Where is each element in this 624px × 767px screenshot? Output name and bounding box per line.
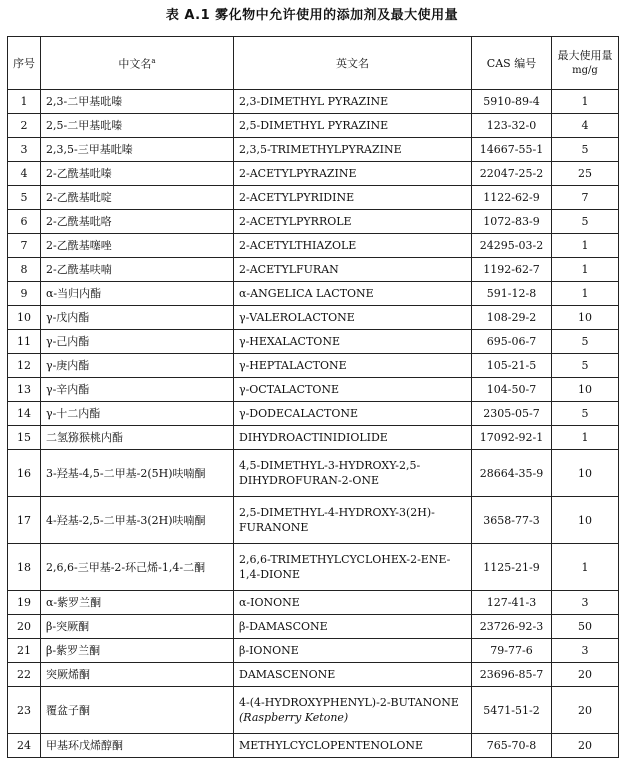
cell-en: [234, 615, 472, 639]
cell-en-line1: 2,5-DIMETHYL-4-HYDROXY-3(2H)-: [239, 506, 435, 519]
cell-cn: γ-己内酯: [41, 330, 234, 354]
cell-no: 4: [8, 162, 41, 186]
cell-en-line2: 1,4-DIONE: [239, 568, 301, 581]
cell-cn: 突厥烯酮: [41, 663, 234, 687]
cell-cas: 127-41-3: [472, 591, 552, 615]
cell-cas: 765-70-8: [472, 734, 552, 758]
table-row: [8, 378, 619, 402]
header-max-unit: mg/g: [572, 65, 598, 76]
cell-en: [234, 402, 472, 426]
additives-table: [7, 36, 619, 758]
cell-cas: 2305-05-7: [472, 402, 552, 426]
header-cn-footnote-mark: a: [151, 57, 156, 66]
cell-en: [234, 734, 472, 758]
cell-max: 5: [552, 210, 619, 234]
cell-en-line1: 2,3,5-TRIMETHYLPYRAZINE: [239, 143, 402, 156]
cell-en-line2: (Raspberry Ketone): [239, 711, 349, 724]
cell-cas: 1072-83-9: [472, 210, 552, 234]
cell-no: 17: [8, 497, 41, 544]
cell-cn: 甲基环戊烯醇酮: [41, 734, 234, 758]
cell-no: 5: [8, 186, 41, 210]
cell-max: 10: [552, 497, 619, 544]
cell-max: 25: [552, 162, 619, 186]
cell-no: 18: [8, 544, 41, 591]
cell-cas: 3658-77-3: [472, 497, 552, 544]
cell-no: 10: [8, 306, 41, 330]
cell-max: 4: [552, 114, 619, 138]
cell-en: [234, 138, 472, 162]
cell-en-line1: 4,5-DIMETHYL-3-HYDROXY-2,5-: [239, 459, 421, 472]
cell-cn: 二氢猕猴桃内酯: [41, 426, 234, 450]
cell-max: 3: [552, 591, 619, 615]
cell-cas: 695-06-7: [472, 330, 552, 354]
cell-cn: 2,3-二甲基吡嗪: [41, 90, 234, 114]
cell-max: 7: [552, 186, 619, 210]
cell-en-line1: β-DAMASCONE: [239, 620, 328, 633]
cell-en: [234, 258, 472, 282]
cell-cas: 22047-25-2: [472, 162, 552, 186]
table-row: [8, 162, 619, 186]
table-row: [8, 354, 619, 378]
cell-en: [234, 90, 472, 114]
cell-no: 8: [8, 258, 41, 282]
cell-no: 15: [8, 426, 41, 450]
table-row: [8, 497, 619, 544]
cell-cas: 1125-21-9: [472, 544, 552, 591]
cell-en: [234, 687, 472, 734]
cell-en: [234, 282, 472, 306]
cell-cn: 2-乙酰基吡啶: [41, 186, 234, 210]
cell-en-line1: 2,6,6-TRIMETHYLCYCLOHEX-2-ENE-: [239, 553, 451, 566]
cell-cn: γ-庚内酯: [41, 354, 234, 378]
cell-en: [234, 234, 472, 258]
cell-no: 14: [8, 402, 41, 426]
table-row: [8, 138, 619, 162]
table-row: [8, 234, 619, 258]
cell-en: [234, 114, 472, 138]
cell-en-line1: 2,3-DIMETHYL PYRAZINE: [239, 95, 389, 108]
cell-no: 7: [8, 234, 41, 258]
table-header-row: [8, 37, 619, 90]
cell-no: 3: [8, 138, 41, 162]
cell-max: 5: [552, 402, 619, 426]
cell-cas: 28664-35-9: [472, 450, 552, 497]
header-max: [552, 37, 619, 90]
table-row: [8, 210, 619, 234]
table-caption: 表 A.1 雾化物中允许使用的添加剂及最大使用量: [165, 8, 459, 23]
cell-cas: 5471-51-2: [472, 687, 552, 734]
cell-cas: 105-21-5: [472, 354, 552, 378]
cell-en-line1: α-ANGELICA LACTONE: [239, 287, 374, 300]
table-row: [8, 734, 619, 758]
cell-en: [234, 378, 472, 402]
cell-cas: 23726-92-3: [472, 615, 552, 639]
cell-no: 11: [8, 330, 41, 354]
cell-cas: 1192-62-7: [472, 258, 552, 282]
table-row: [8, 544, 619, 591]
cell-en-line2: FURANONE: [239, 521, 309, 534]
cell-no: 1: [8, 90, 41, 114]
cell-cn: 2-乙酰基噻唑: [41, 234, 234, 258]
cell-max: 10: [552, 378, 619, 402]
cell-en: [234, 330, 472, 354]
cell-en-line1: DIHYDROACTINIDIOLIDE: [239, 431, 388, 444]
cell-en-line1: γ-DODECALACTONE: [239, 407, 359, 420]
table-row: [8, 114, 619, 138]
cell-cas: 104-50-7: [472, 378, 552, 402]
header-cn-label: 中文名: [118, 57, 152, 71]
table-row: [8, 450, 619, 497]
cell-en-line1: DAMASCENONE: [239, 668, 336, 681]
cell-cn: 2,5-二甲基吡嗪: [41, 114, 234, 138]
cell-en: [234, 210, 472, 234]
cell-en: [234, 426, 472, 450]
cell-cas: 1122-62-9: [472, 186, 552, 210]
cell-en-line1: 2-ACETYLTHIAZOLE: [239, 239, 357, 252]
cell-cn: γ-戊内酯: [41, 306, 234, 330]
cell-no: 24: [8, 734, 41, 758]
cell-en-line1: 2-ACETYLFURAN: [239, 263, 339, 276]
cell-cn: 4-羟基-2,5-二甲基-3(2H)呋喃酮: [41, 497, 234, 544]
table-row: [8, 282, 619, 306]
cell-cn: 3-羟基-4,5-二甲基-2(5H)呋喃酮: [41, 450, 234, 497]
cell-max: 1: [552, 258, 619, 282]
cell-no: 23: [8, 687, 41, 734]
cell-max: 3: [552, 639, 619, 663]
cell-en: [234, 639, 472, 663]
cell-cn: 2,6,6-三甲基-2-环己烯-1,4-二酮: [41, 544, 234, 591]
cell-en: [234, 544, 472, 591]
cell-cas: 108-29-2: [472, 306, 552, 330]
cell-max: 5: [552, 138, 619, 162]
cell-en-line1: γ-HEPTALACTONE: [239, 359, 347, 372]
cell-no: 16: [8, 450, 41, 497]
cell-cas: 23696-85-7: [472, 663, 552, 687]
cell-cas: 14667-55-1: [472, 138, 552, 162]
cell-max: 5: [552, 330, 619, 354]
cell-max: 10: [552, 450, 619, 497]
cell-cas: 17092-92-1: [472, 426, 552, 450]
table-row: [8, 90, 619, 114]
cell-no: 13: [8, 378, 41, 402]
cell-en: [234, 663, 472, 687]
cell-cn: β-紫罗兰酮: [41, 639, 234, 663]
header-cas: CAS 编号: [472, 37, 552, 90]
cell-en-line1: 2,5-DIMETHYL PYRAZINE: [239, 119, 389, 132]
cell-max: 20: [552, 734, 619, 758]
cell-no: 20: [8, 615, 41, 639]
cell-en-line1: 4-(4-HYDROXYPHENYL)-2-BUTANONE: [239, 696, 459, 709]
header-en: 英文名: [234, 37, 472, 90]
cell-en: [234, 186, 472, 210]
cell-cn: 2-乙酰基吡咯: [41, 210, 234, 234]
cell-en-line1: γ-VALEROLACTONE: [239, 311, 355, 324]
cell-en-line1: 2-ACETYLPYRAZINE: [239, 167, 357, 180]
cell-en: [234, 354, 472, 378]
table-row: [8, 186, 619, 210]
table-row: [8, 330, 619, 354]
cell-no: 6: [8, 210, 41, 234]
cell-cas: 123-32-0: [472, 114, 552, 138]
cell-en: [234, 591, 472, 615]
table-row: [8, 426, 619, 450]
cell-cas: 5910-89-4: [472, 90, 552, 114]
cell-cn: 2-乙酰基呋喃: [41, 258, 234, 282]
header-max-label: 最大使用量: [557, 49, 613, 62]
cell-en-line1: 2-ACETYLPYRROLE: [239, 215, 352, 228]
table-row: [8, 306, 619, 330]
cell-no: 2: [8, 114, 41, 138]
table-row: [8, 615, 619, 639]
cell-en: [234, 497, 472, 544]
cell-no: 22: [8, 663, 41, 687]
cell-cas: 24295-03-2: [472, 234, 552, 258]
cell-cn: γ-十二内酯: [41, 402, 234, 426]
cell-max: 20: [552, 663, 619, 687]
cell-en-line1: β-IONONE: [239, 644, 299, 657]
cell-cas: 79-77-6: [472, 639, 552, 663]
cell-en-line1: 2-ACETYLPYRIDINE: [239, 191, 355, 204]
cell-cn: γ-辛内酯: [41, 378, 234, 402]
header-no: 序号: [8, 37, 41, 90]
table-row: [8, 402, 619, 426]
cell-no: 19: [8, 591, 41, 615]
cell-max: 5: [552, 354, 619, 378]
cell-en: [234, 306, 472, 330]
cell-max: 1: [552, 282, 619, 306]
cell-cn: 2-乙酰基吡嗪: [41, 162, 234, 186]
table-row: [8, 663, 619, 687]
cell-cn: 覆盆子酮: [41, 687, 234, 734]
cell-max: 1: [552, 234, 619, 258]
cell-max: 10: [552, 306, 619, 330]
cell-en: [234, 450, 472, 497]
header-cn: [41, 37, 234, 90]
cell-cn: 2,3,5-三甲基吡嗪: [41, 138, 234, 162]
table-row: [8, 639, 619, 663]
cell-max: 1: [552, 426, 619, 450]
cell-no: 12: [8, 354, 41, 378]
cell-cas: 591-12-8: [472, 282, 552, 306]
table-row: [8, 687, 619, 734]
cell-cn: β-突厥酮: [41, 615, 234, 639]
cell-cn: α-紫罗兰酮: [41, 591, 234, 615]
cell-en-line1: γ-OCTALACTONE: [239, 383, 340, 396]
cell-en-line1: α-IONONE: [239, 596, 300, 609]
cell-en-line1: γ-HEXALACTONE: [239, 335, 340, 348]
cell-cn: α-当归内酯: [41, 282, 234, 306]
cell-en-line2: DIHYDROFURAN-2-ONE: [239, 474, 379, 487]
table-body: [8, 90, 619, 758]
table-row: [8, 258, 619, 282]
table-row: [8, 591, 619, 615]
cell-max: 50: [552, 615, 619, 639]
cell-no: 21: [8, 639, 41, 663]
cell-max: 1: [552, 544, 619, 591]
cell-max: 20: [552, 687, 619, 734]
cell-no: 9: [8, 282, 41, 306]
cell-en-line1: METHYLCYCLOPENTENOLONE: [239, 739, 424, 752]
cell-max: 1: [552, 90, 619, 114]
cell-en: [234, 162, 472, 186]
